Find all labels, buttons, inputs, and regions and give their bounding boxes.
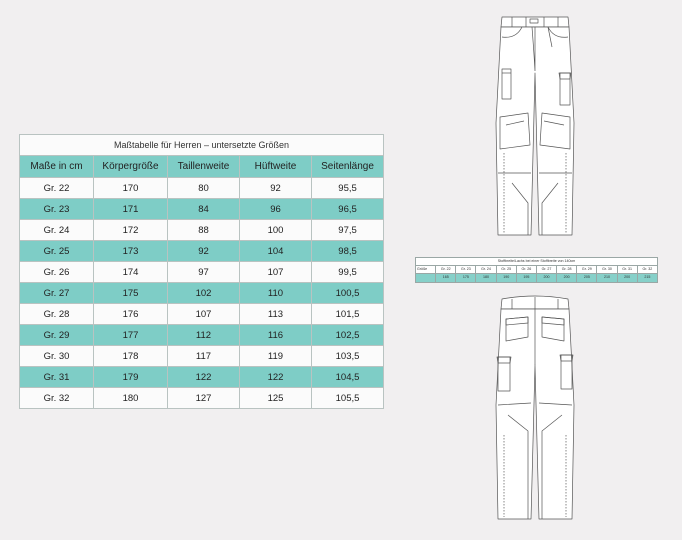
table-cell: 96,5 xyxy=(312,199,384,220)
fabric-size-cell: Gr. 27 xyxy=(536,266,556,274)
table-row xyxy=(20,178,384,199)
table-row xyxy=(20,241,384,262)
table-row xyxy=(20,262,384,283)
table-cell: Gr. 28 xyxy=(20,304,94,325)
table-cell: 104,5 xyxy=(312,367,384,388)
fabric-size-cell: Gr. 31 xyxy=(617,266,637,274)
table-cell: 171 xyxy=(94,199,168,220)
fabric-value-cell: 195 xyxy=(516,274,536,283)
table-cell: Gr. 32 xyxy=(20,388,94,409)
fabric-value-cell: 200 xyxy=(617,274,637,283)
pants-front-illustration xyxy=(492,13,578,240)
table-cell: Gr. 27 xyxy=(20,283,94,304)
table-cell: 104 xyxy=(240,241,312,262)
table-cell: 113 xyxy=(240,304,312,325)
table-cell: 107 xyxy=(168,304,240,325)
table-row xyxy=(20,283,384,304)
table-row xyxy=(20,367,384,388)
fabric-requirement-table xyxy=(415,257,658,283)
fabric-value-cell: 210 xyxy=(597,274,617,283)
table-cell: 122 xyxy=(168,367,240,388)
table-cell: 112 xyxy=(168,325,240,346)
size-chart-title-row xyxy=(20,135,384,156)
fabric-table-empty-cell xyxy=(416,274,436,283)
fabric-size-cell: Gr. 32 xyxy=(637,266,657,274)
fabric-table-title-row xyxy=(416,258,658,266)
fabric-value-cell: 180 xyxy=(476,274,496,283)
table-row xyxy=(20,304,384,325)
fabric-size-cell: Gr. 22 xyxy=(436,266,456,274)
table-cell: 174 xyxy=(94,262,168,283)
table-cell: Gr. 24 xyxy=(20,220,94,241)
size-chart-title: Maßtabelle für Herren – untersetzte Größen xyxy=(20,135,384,156)
table-cell: 173 xyxy=(94,241,168,262)
table-cell: 102,5 xyxy=(312,325,384,346)
table-cell: 98,5 xyxy=(312,241,384,262)
size-chart-table xyxy=(19,134,384,409)
table-cell: Gr. 25 xyxy=(20,241,94,262)
table-cell: 97,5 xyxy=(312,220,384,241)
table-cell: 125 xyxy=(240,388,312,409)
fabric-value-cell: 215 xyxy=(637,274,657,283)
pants-back-illustration xyxy=(492,295,578,523)
fabric-size-cell: Gr. 23 xyxy=(456,266,476,274)
column-header: Hüftweite xyxy=(240,156,312,178)
table-cell: 101,5 xyxy=(312,304,384,325)
fabric-value-cell: 175 xyxy=(456,274,476,283)
table-cell: 110 xyxy=(240,283,312,304)
table-cell: 96 xyxy=(240,199,312,220)
table-cell: 117 xyxy=(168,346,240,367)
table-cell: 100 xyxy=(240,220,312,241)
column-header: Maße in cm xyxy=(20,156,94,178)
table-cell: Gr. 30 xyxy=(20,346,94,367)
table-cell: Gr. 23 xyxy=(20,199,94,220)
fabric-size-cell: Gr. 28 xyxy=(557,266,577,274)
table-cell: 100,5 xyxy=(312,283,384,304)
table-cell: 119 xyxy=(240,346,312,367)
table-cell: 95,5 xyxy=(312,178,384,199)
table-cell: 116 xyxy=(240,325,312,346)
table-cell: 107 xyxy=(240,262,312,283)
table-cell: 88 xyxy=(168,220,240,241)
size-chart-header-row xyxy=(20,156,384,178)
table-cell: 178 xyxy=(94,346,168,367)
fabric-size-cell: Gr. 26 xyxy=(516,266,536,274)
table-cell: 92 xyxy=(168,241,240,262)
column-header: Körpergröße xyxy=(94,156,168,178)
fabric-table-size-row xyxy=(416,266,658,274)
table-row xyxy=(20,220,384,241)
table-cell: 103,5 xyxy=(312,346,384,367)
column-header: Taillenweite xyxy=(168,156,240,178)
fabric-value-cell: 165 xyxy=(436,274,456,283)
fabric-table-title: Stoffbreite/Lachs bei einer Stoffbreite von 140cm xyxy=(416,258,658,266)
table-cell: 172 xyxy=(94,220,168,241)
table-row xyxy=(20,388,384,409)
table-cell: 99,5 xyxy=(312,262,384,283)
fabric-table-label: Größe xyxy=(416,266,436,274)
table-cell: 127 xyxy=(168,388,240,409)
fabric-value-cell: 205 xyxy=(577,274,597,283)
table-cell: 122 xyxy=(240,367,312,388)
column-header: Seitenlänge xyxy=(312,156,384,178)
table-cell: 180 xyxy=(94,388,168,409)
table-cell: 177 xyxy=(94,325,168,346)
table-cell: Gr. 22 xyxy=(20,178,94,199)
table-cell: 105,5 xyxy=(312,388,384,409)
table-cell: Gr. 26 xyxy=(20,262,94,283)
fabric-table-value-row xyxy=(416,274,658,283)
table-cell: 176 xyxy=(94,304,168,325)
table-row xyxy=(20,199,384,220)
table-row xyxy=(20,346,384,367)
table-cell: 170 xyxy=(94,178,168,199)
table-cell: 97 xyxy=(168,262,240,283)
table-cell: Gr. 29 xyxy=(20,325,94,346)
table-cell: 175 xyxy=(94,283,168,304)
table-cell: Gr. 31 xyxy=(20,367,94,388)
table-cell: 92 xyxy=(240,178,312,199)
table-row xyxy=(20,325,384,346)
fabric-size-cell: Gr. 24 xyxy=(476,266,496,274)
fabric-value-cell: 190 xyxy=(496,274,516,283)
table-cell: 179 xyxy=(94,367,168,388)
fabric-value-cell: 200 xyxy=(557,274,577,283)
fabric-size-cell: Gr. 29 xyxy=(577,266,597,274)
fabric-size-cell: Gr. 25 xyxy=(496,266,516,274)
fabric-size-cell: Gr. 30 xyxy=(597,266,617,274)
table-cell: 80 xyxy=(168,178,240,199)
fabric-value-cell: 200 xyxy=(536,274,556,283)
table-cell: 84 xyxy=(168,199,240,220)
table-cell: 102 xyxy=(168,283,240,304)
